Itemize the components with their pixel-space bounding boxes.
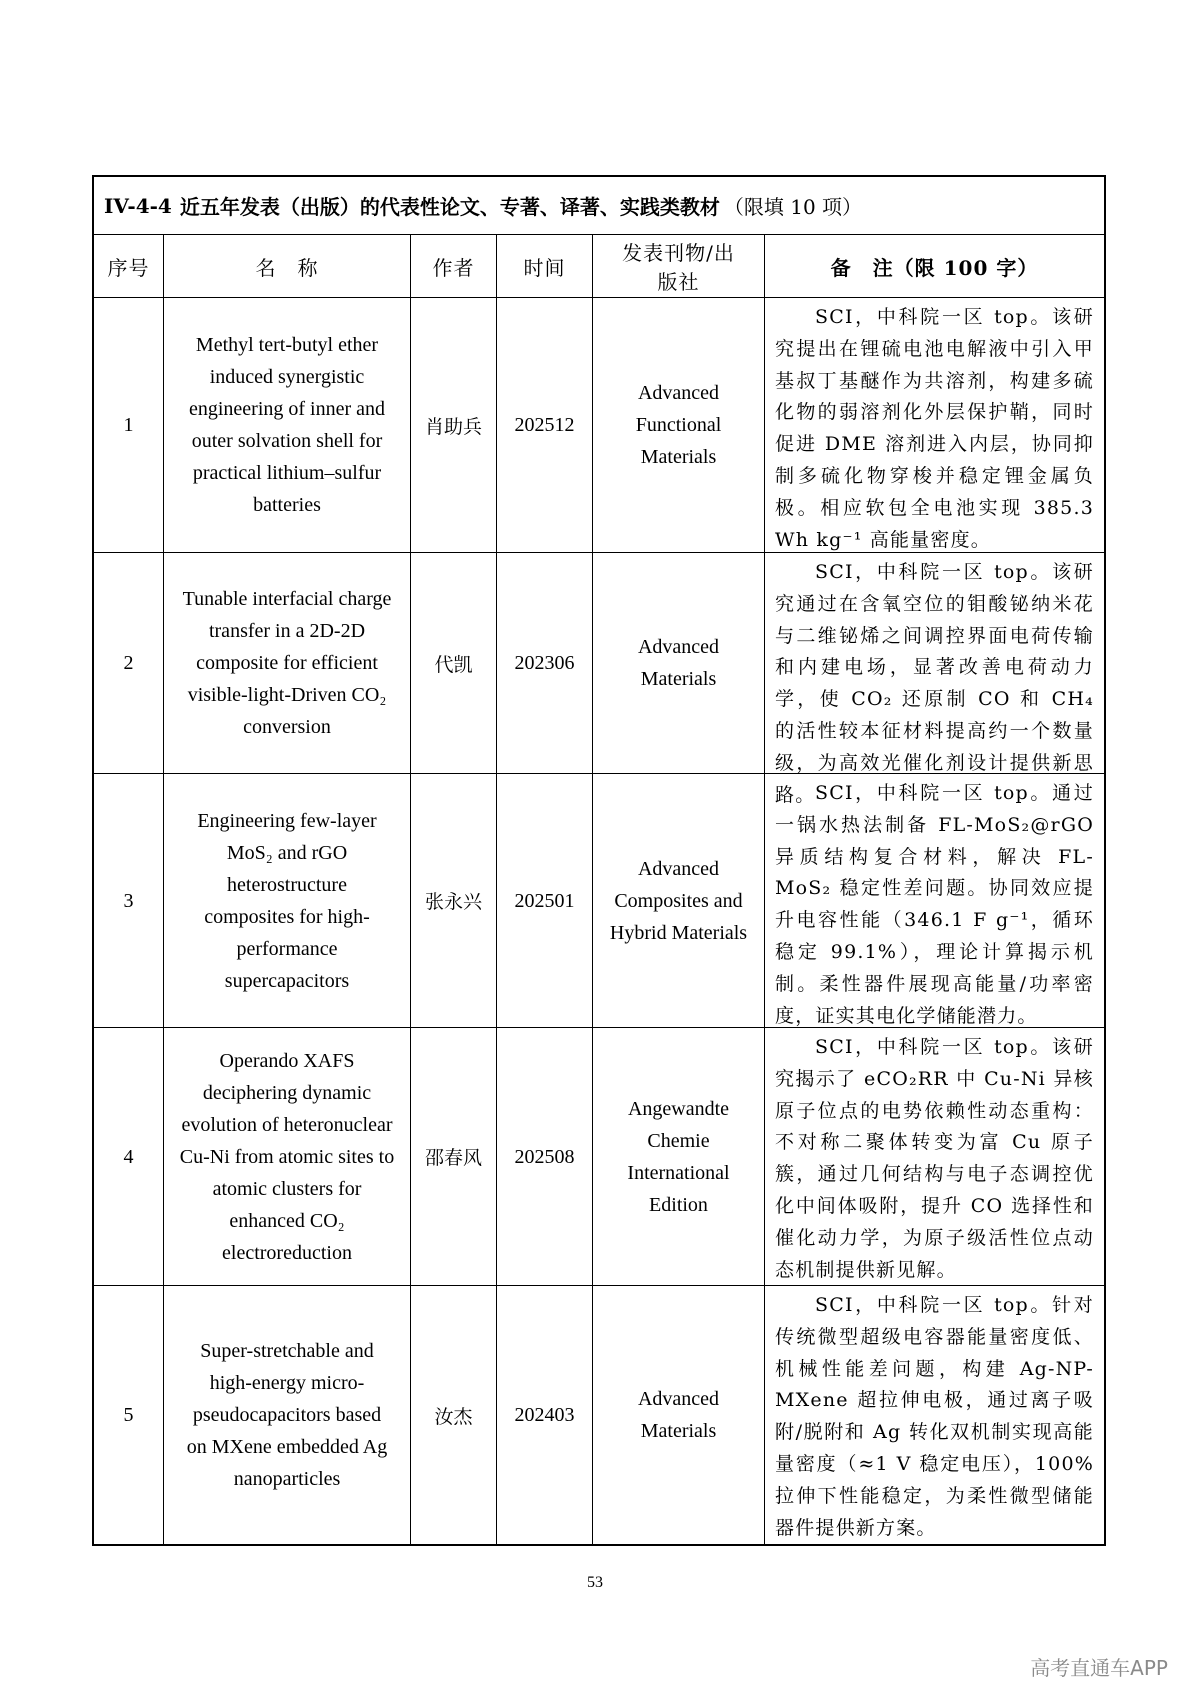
table-row	[94, 553, 1104, 806]
table-row	[94, 774, 1104, 1028]
table-row	[94, 1028, 1104, 1286]
row-time: 202508	[497, 1028, 593, 1285]
row-index: 3	[94, 774, 164, 1027]
section-title: 近五年发表（出版）的代表性论文、专著、译著、实践类教材	[179, 195, 720, 219]
row-time: 202512	[497, 298, 593, 552]
page-number: 53	[587, 1574, 603, 1591]
row-author: 汝杰	[411, 1286, 497, 1544]
row-publisher: Advanced Composites and Hybrid Materials	[593, 774, 765, 1027]
watermark-text: 高考直通车APP	[1030, 1656, 1168, 1680]
header-publisher: 发表刊物/出版社	[593, 235, 765, 297]
row-remark	[765, 553, 1104, 806]
row-time: 202501	[497, 774, 593, 1027]
row-remark	[765, 1028, 1104, 1285]
row-time: 202403	[497, 1286, 593, 1544]
row-remark-text: SCI，中科院一区 top。针对传统微型超级电容器能量密度低、机械性能差问题，构建 Ag-NP-MXene 超拉伸电极，通过离子吸附/脱附和 Ag 转化双机制实现高能量密度（≈1 V 稳定电压），100%拉伸下性能稳定，为柔性微型储能器件提供新方案。	[775, 1294, 1094, 1539]
row-title: Operando XAFS deciphering dynamic evolution of heteronuclear Cu-Ni from atomic sites to atomic clusters for enhanced CO₂ electroreduction	[164, 1028, 411, 1285]
row-index: 5	[94, 1286, 164, 1544]
row-publisher: Advanced Materials	[593, 553, 765, 773]
row-publisher: Angewandte Chemie International Edition	[593, 1028, 765, 1285]
row-title: Super-stretchable and high-energy micro-pseudocapacitors based on MXene embedded Ag nanoparticles	[164, 1286, 411, 1544]
section-limit-note: （限填 10 项）	[723, 195, 863, 219]
row-author: 邵春风	[411, 1028, 497, 1285]
header-row	[94, 235, 1104, 298]
row-title: Engineering few-layer MoS₂ and rGO heterostructure composites for high-performance supercapacitors	[164, 774, 411, 1027]
row-remark-text: SCI，中科院一区 top。通过一锅水热法制备 FL-MoS₂@rGO 异质结构复合材料，解决 FL-MoS₂ 稳定性差问题。协同效应提升电容性能（346.1 F g⁻¹，循环稳定 99.1%），理论计算揭示机制。柔性器件展现高能量/功率密度，证实其电化学储能潜力。	[775, 782, 1094, 1027]
header-time: 时间	[497, 235, 593, 297]
header-index: 序号	[94, 235, 164, 297]
row-author: 肖助兵	[411, 298, 497, 552]
table-title	[94, 177, 1104, 235]
row-title: Tunable interfacial charge transfer in a 2D-2D composite for efficient visible-light-Driven CO₂ conversion	[164, 553, 411, 773]
row-remark	[765, 1286, 1104, 1544]
row-index: 4	[94, 1028, 164, 1285]
table-row	[94, 1286, 1104, 1544]
row-author: 代凯	[411, 553, 497, 773]
table-row	[94, 298, 1104, 553]
row-remark	[765, 298, 1104, 552]
section-code: IV-4-4	[104, 193, 172, 218]
row-publisher: Advanced Functional Materials	[593, 298, 765, 552]
row-remark	[765, 774, 1104, 1027]
header-name: 名 称	[164, 235, 411, 297]
row-remark-text: SCI，中科院一区 top。该研究通过在含氧空位的钼酸铋纳米花与二维铋烯之间调控界面电荷传输和内建电场，显著改善电荷动力学，使 CO₂ 还原制 CO 和 CH₄ 的活性较本征材料提高约一个数量级，为高效光催化剂设计提供新思路。	[775, 561, 1094, 806]
row-index: 2	[94, 553, 164, 773]
row-publisher: Advanced Materials	[593, 1286, 765, 1544]
row-time: 202306	[497, 553, 593, 773]
publications-table	[92, 175, 1106, 1546]
row-remark-text: SCI，中科院一区 top。该研究提出在锂硫电池电解液中引入甲基叔丁基醚作为共溶剂，构建多硫化物的弱溶剂化外层保护鞘，同时促进 DME 溶剂进入内层，协同抑制多硫化物穿梭并稳定锂金属负极。相应软包全电池实现 385.3 Wh kg⁻¹ 高能量密度。	[775, 306, 1094, 551]
header-author: 作者	[411, 235, 497, 297]
row-remark-text: SCI，中科院一区 top。该研究揭示了 eCO₂RR 中 Cu-Ni 异核原子位点的电势依赖性动态重构：不对称二聚体转变为富 Cu 原子簇，通过几何结构与电子态调控优化中间体吸附，提升 CO 选择性和催化动力学，为原子级活性位点动态机制提供新见解。	[775, 1036, 1094, 1281]
row-title: Methyl tert-butyl ether induced synergistic engineering of inner and outer solvation shell for practical lithium–sulfur batteries	[164, 298, 411, 552]
row-author: 张永兴	[411, 774, 497, 1027]
row-index: 1	[94, 298, 164, 552]
header-remark: 备 注（限 100 字）	[830, 255, 1039, 280]
